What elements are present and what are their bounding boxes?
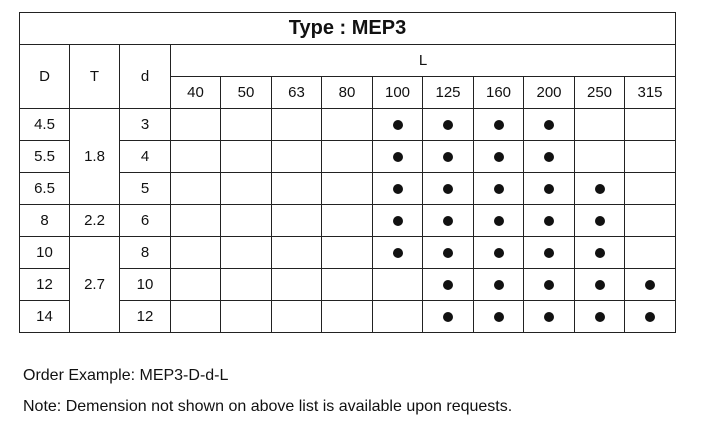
cell-D: 6.5 <box>20 173 70 205</box>
cell-L-250 <box>575 205 625 237</box>
cell-L-250 <box>575 237 625 269</box>
cell-L-40 <box>171 269 221 301</box>
l-header-cell: 80 <box>322 77 373 109</box>
cell-L-200 <box>524 269 575 301</box>
table-row <box>20 109 676 141</box>
cell-d: 12 <box>120 301 171 333</box>
cell-L-50 <box>221 173 272 205</box>
cell-L-200 <box>524 301 575 333</box>
cell-L-50 <box>221 269 272 301</box>
availability-dot-icon <box>645 312 655 322</box>
cell-L-80 <box>322 301 373 333</box>
cell-L-80 <box>322 173 373 205</box>
cell-L-40 <box>171 109 221 141</box>
cell-L-100 <box>373 205 423 237</box>
cell-d: 5 <box>120 173 171 205</box>
availability-dot-icon <box>595 280 605 290</box>
availability-dot-icon <box>393 184 403 194</box>
availability-dot-icon <box>544 120 554 130</box>
cell-T: 2.7 <box>70 237 120 333</box>
availability-dot-icon <box>595 312 605 322</box>
cell-L-80 <box>322 141 373 173</box>
cell-L-250 <box>575 141 625 173</box>
availability-dot-icon <box>544 280 554 290</box>
cell-L-250 <box>575 109 625 141</box>
l-header-cell: 125 <box>423 77 474 109</box>
l-header-cell: 160 <box>474 77 524 109</box>
cell-L-100 <box>373 237 423 269</box>
cell-L-315 <box>625 205 676 237</box>
cell-L-250 <box>575 301 625 333</box>
availability-dot-icon <box>443 280 453 290</box>
cell-L-125 <box>423 237 474 269</box>
cell-L-50 <box>221 141 272 173</box>
cell-L-200 <box>524 205 575 237</box>
cell-D: 10 <box>20 237 70 269</box>
availability-dot-icon <box>393 248 403 258</box>
cell-L-315 <box>625 237 676 269</box>
cell-L-63 <box>272 301 322 333</box>
cell-L-125 <box>423 301 474 333</box>
cell-L-125 <box>423 205 474 237</box>
cell-L-63 <box>272 269 322 301</box>
cell-L-50 <box>221 205 272 237</box>
cell-L-63 <box>272 141 322 173</box>
cell-D: 14 <box>20 301 70 333</box>
header-d: d <box>120 45 171 109</box>
cell-L-125 <box>423 141 474 173</box>
availability-dot-icon <box>443 312 453 322</box>
availability-dot-icon <box>443 184 453 194</box>
cell-d: 8 <box>120 237 171 269</box>
availability-dot-icon <box>443 120 453 130</box>
cell-d: 6 <box>120 205 171 237</box>
table-row <box>20 237 676 269</box>
availability-dot-icon <box>494 216 504 226</box>
cell-L-315 <box>625 269 676 301</box>
cell-L-63 <box>272 173 322 205</box>
cell-L-125 <box>423 173 474 205</box>
availability-dot-icon <box>494 152 504 162</box>
cell-L-80 <box>322 205 373 237</box>
cell-L-315 <box>625 141 676 173</box>
l-header-cell: 315 <box>625 77 676 109</box>
cell-L-160 <box>474 141 524 173</box>
cell-L-100 <box>373 141 423 173</box>
cell-L-200 <box>524 173 575 205</box>
availability-dot-icon <box>443 152 453 162</box>
l-header-cell: 40 <box>171 77 221 109</box>
cell-D: 8 <box>20 205 70 237</box>
cell-L-125 <box>423 109 474 141</box>
availability-dot-icon <box>494 248 504 258</box>
cell-L-160 <box>474 109 524 141</box>
availability-dot-icon <box>544 152 554 162</box>
availability-dot-icon <box>494 120 504 130</box>
cell-L-80 <box>322 269 373 301</box>
cell-D: 5.5 <box>20 141 70 173</box>
availability-dot-icon <box>544 216 554 226</box>
availability-dot-icon <box>645 280 655 290</box>
header-L: L <box>171 45 676 77</box>
order-example: Order Example: MEP3-D-d-L <box>23 367 229 384</box>
cell-L-250 <box>575 269 625 301</box>
cell-L-40 <box>171 173 221 205</box>
cell-L-160 <box>474 269 524 301</box>
availability-dot-icon <box>544 312 554 322</box>
cell-L-100 <box>373 269 423 301</box>
cell-L-200 <box>524 109 575 141</box>
l-header-cell: 100 <box>373 77 423 109</box>
availability-dot-icon <box>595 216 605 226</box>
cell-L-80 <box>322 237 373 269</box>
l-header-cell: 200 <box>524 77 575 109</box>
cell-L-160 <box>474 237 524 269</box>
cell-L-100 <box>373 109 423 141</box>
cell-L-200 <box>524 237 575 269</box>
table-body <box>20 109 676 333</box>
availability-note: Note: Demension not shown on above list is available upon requests. <box>23 398 513 415</box>
cell-L-200 <box>524 141 575 173</box>
cell-L-63 <box>272 237 322 269</box>
cell-L-315 <box>625 173 676 205</box>
availability-dot-icon <box>544 184 554 194</box>
cell-L-50 <box>221 301 272 333</box>
cell-L-40 <box>171 237 221 269</box>
cell-L-40 <box>171 301 221 333</box>
availability-dot-icon <box>393 216 403 226</box>
availability-dot-icon <box>443 248 453 258</box>
header-T: T <box>70 45 120 109</box>
cell-L-40 <box>171 205 221 237</box>
cell-L-40 <box>171 141 221 173</box>
availability-dot-icon <box>595 248 605 258</box>
availability-dot-icon <box>443 216 453 226</box>
cell-D: 4.5 <box>20 109 70 141</box>
cell-T: 2.2 <box>70 205 120 237</box>
l-header-cell: 250 <box>575 77 625 109</box>
cell-L-160 <box>474 205 524 237</box>
spec-table <box>19 12 676 333</box>
table-title: Type : MEP3 <box>20 13 676 45</box>
cell-L-160 <box>474 173 524 205</box>
availability-dot-icon <box>393 152 403 162</box>
availability-dot-icon <box>494 312 504 322</box>
cell-L-63 <box>272 205 322 237</box>
cell-L-80 <box>322 109 373 141</box>
availability-dot-icon <box>393 120 403 130</box>
availability-dot-icon <box>494 280 504 290</box>
cell-L-100 <box>373 301 423 333</box>
cell-L-50 <box>221 237 272 269</box>
cell-L-63 <box>272 109 322 141</box>
cell-L-160 <box>474 301 524 333</box>
cell-d: 4 <box>120 141 171 173</box>
cell-L-100 <box>373 173 423 205</box>
cell-L-250 <box>575 173 625 205</box>
cell-L-315 <box>625 109 676 141</box>
l-header-cell: 63 <box>272 77 322 109</box>
cell-L-125 <box>423 269 474 301</box>
availability-dot-icon <box>494 184 504 194</box>
cell-L-50 <box>221 109 272 141</box>
cell-d: 10 <box>120 269 171 301</box>
header-D: D <box>20 45 70 109</box>
cell-D: 12 <box>20 269 70 301</box>
l-header-cell: 50 <box>221 77 272 109</box>
cell-d: 3 <box>120 109 171 141</box>
cell-T: 1.8 <box>70 109 120 205</box>
cell-L-315 <box>625 301 676 333</box>
availability-dot-icon <box>595 184 605 194</box>
table-row <box>20 205 676 237</box>
availability-dot-icon <box>544 248 554 258</box>
